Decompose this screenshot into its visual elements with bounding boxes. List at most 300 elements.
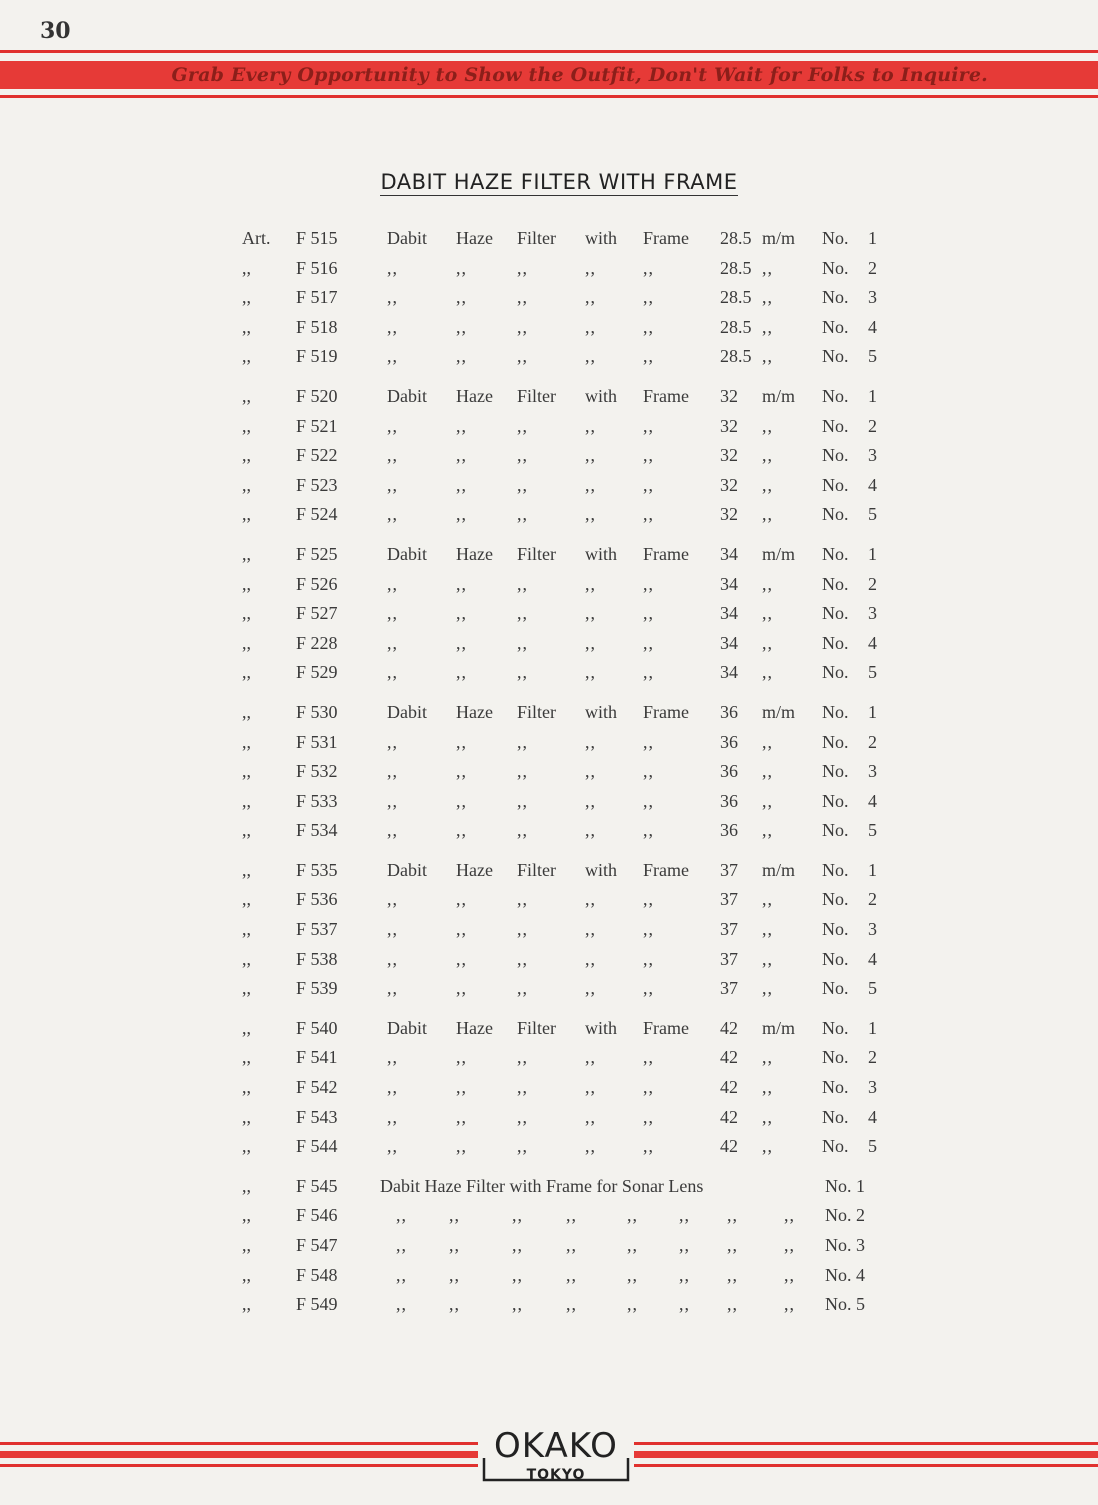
list-row bbox=[0, 919, 1098, 949]
ditto-mark: ,, bbox=[627, 1294, 638, 1315]
ditto-mark: ,, bbox=[585, 948, 596, 969]
ditto-mark: ,, bbox=[517, 761, 528, 782]
filter-number: 4 bbox=[868, 632, 877, 653]
filter-number: 1 bbox=[868, 701, 877, 722]
article-code: F 522 bbox=[296, 445, 338, 466]
list-row bbox=[0, 504, 1098, 534]
art-label: ,, bbox=[242, 859, 251, 880]
ditto-mark: ,, bbox=[517, 978, 528, 999]
article-code: F 521 bbox=[296, 415, 338, 436]
article-code: F 546 bbox=[296, 1205, 338, 1226]
filter-number: No. 4 bbox=[825, 1264, 865, 1285]
ditto-mark: ,, bbox=[727, 1235, 738, 1255]
art-label: ,, bbox=[242, 1106, 251, 1127]
article-code: F 520 bbox=[296, 385, 338, 406]
ditto-mark: ,, bbox=[585, 790, 596, 811]
ditto-mark: ,, bbox=[585, 1106, 596, 1127]
no-label: No. bbox=[822, 731, 849, 752]
ditto-mark: ,, bbox=[585, 474, 596, 495]
ditto-mark: ,, bbox=[727, 1264, 738, 1285]
no-label: No. bbox=[822, 385, 849, 406]
filter-number: 3 bbox=[868, 445, 877, 466]
list-row bbox=[0, 386, 1098, 416]
description-word: Dabit bbox=[387, 1017, 427, 1038]
ditto-mark: ,, bbox=[784, 1294, 795, 1315]
art-label: ,, bbox=[242, 919, 251, 940]
no-label: No. bbox=[822, 632, 849, 653]
description-word: Frame bbox=[643, 1017, 689, 1038]
list-row bbox=[0, 889, 1098, 919]
ditto-mark: ,, bbox=[727, 1294, 738, 1315]
filter-number: 1 bbox=[868, 859, 877, 880]
banner-top-rule bbox=[0, 50, 1098, 53]
no-label: No. bbox=[822, 820, 849, 841]
art-label: ,, bbox=[242, 889, 251, 910]
ditto-mark: ,, bbox=[517, 346, 528, 367]
article-code: F 534 bbox=[296, 820, 338, 841]
filter-number: 1 bbox=[868, 228, 877, 248]
unit-label: ,, bbox=[762, 603, 773, 624]
no-label: No. bbox=[822, 1017, 849, 1038]
art-label: ,, bbox=[242, 761, 251, 782]
art-label: ,, bbox=[242, 978, 251, 999]
filter-number: 5 bbox=[868, 978, 877, 999]
no-label: No. bbox=[822, 228, 849, 248]
ditto-mark: ,, bbox=[387, 257, 398, 278]
list-row bbox=[0, 416, 1098, 446]
unit-label: ,, bbox=[762, 632, 773, 653]
ditto-mark: ,, bbox=[456, 948, 467, 969]
ditto-mark: ,, bbox=[387, 761, 398, 782]
art-label: ,, bbox=[242, 1017, 251, 1038]
art-label: ,, bbox=[242, 632, 251, 653]
unit-label: m/m bbox=[762, 543, 796, 564]
article-code: F 517 bbox=[296, 287, 338, 308]
unit-label: m/m bbox=[762, 859, 796, 880]
ditto-mark: ,, bbox=[517, 662, 528, 683]
article-code: F 527 bbox=[296, 603, 338, 624]
ditto-mark: ,, bbox=[585, 731, 596, 752]
filter-number: 3 bbox=[868, 919, 877, 940]
filter-number: No. 2 bbox=[825, 1205, 865, 1226]
ditto-mark: ,, bbox=[643, 948, 654, 969]
ditto-mark: ,, bbox=[387, 1077, 398, 1098]
size-value: 28.5 bbox=[720, 346, 752, 367]
article-code: F 545 bbox=[296, 1175, 338, 1196]
ditto-mark: ,, bbox=[585, 287, 596, 308]
filter-number: 4 bbox=[868, 790, 877, 811]
art-label: ,, bbox=[242, 474, 251, 495]
list-row bbox=[0, 317, 1098, 347]
ditto-mark: ,, bbox=[517, 415, 528, 436]
list-row bbox=[0, 603, 1098, 633]
ditto-mark: ,, bbox=[679, 1235, 690, 1255]
footer-rule-right-bottom bbox=[632, 1464, 1098, 1467]
filter-number: 2 bbox=[868, 1047, 877, 1068]
description-word: with bbox=[585, 385, 618, 406]
description-word: with bbox=[585, 543, 618, 564]
ditto-mark: ,, bbox=[566, 1205, 577, 1226]
ditto-mark: ,, bbox=[679, 1294, 690, 1315]
footer-rule-left-bottom bbox=[0, 1464, 480, 1467]
ditto-mark: ,, bbox=[512, 1264, 523, 1285]
article-code: F 544 bbox=[296, 1136, 338, 1157]
list-row bbox=[0, 1205, 1098, 1235]
ditto-mark: ,, bbox=[566, 1264, 577, 1285]
ditto-mark: ,, bbox=[627, 1264, 638, 1285]
description-word: with bbox=[585, 228, 618, 248]
ditto-mark: ,, bbox=[456, 731, 467, 752]
ditto-mark: ,, bbox=[585, 445, 596, 466]
unit-label: ,, bbox=[762, 573, 773, 594]
ditto-mark: ,, bbox=[643, 1047, 654, 1068]
ditto-mark: ,, bbox=[585, 889, 596, 910]
ditto-mark: ,, bbox=[387, 445, 398, 466]
list-row bbox=[0, 228, 1098, 258]
size-value: 34 bbox=[720, 632, 738, 653]
list-row bbox=[0, 574, 1098, 604]
ditto-mark: ,, bbox=[643, 978, 654, 999]
art-label: ,, bbox=[242, 731, 251, 752]
article-code: F 529 bbox=[296, 662, 338, 683]
list-row bbox=[0, 1265, 1098, 1295]
ditto-mark: ,, bbox=[517, 316, 528, 337]
unit-label: ,, bbox=[762, 257, 773, 278]
list-row bbox=[0, 1107, 1098, 1137]
article-code: F 228 bbox=[296, 632, 338, 653]
article-code: F 537 bbox=[296, 919, 338, 940]
filter-number: 1 bbox=[868, 543, 877, 564]
ditto-mark: ,, bbox=[517, 1047, 528, 1068]
art-label: ,, bbox=[242, 1077, 251, 1098]
no-label: No. bbox=[822, 316, 849, 337]
article-code: F 547 bbox=[296, 1235, 338, 1255]
unit-label: m/m bbox=[762, 701, 796, 722]
art-label: Art. bbox=[242, 228, 271, 248]
article-code: F 523 bbox=[296, 474, 338, 495]
ditto-mark: ,, bbox=[643, 346, 654, 367]
unit-label: ,, bbox=[762, 287, 773, 308]
size-value: 32 bbox=[720, 474, 738, 495]
article-code: F 519 bbox=[296, 346, 338, 367]
ditto-mark: ,, bbox=[517, 257, 528, 278]
ditto-mark: ,, bbox=[585, 919, 596, 940]
ditto-mark: ,, bbox=[517, 603, 528, 624]
filter-number: 4 bbox=[868, 948, 877, 969]
no-label: No. bbox=[822, 701, 849, 722]
no-label: No. bbox=[822, 474, 849, 495]
art-label: ,, bbox=[242, 662, 251, 683]
ditto-mark: ,, bbox=[387, 889, 398, 910]
unit-label: ,, bbox=[762, 445, 773, 466]
ditto-mark: ,, bbox=[396, 1235, 407, 1255]
ditto-mark: ,, bbox=[387, 474, 398, 495]
unit-label: ,, bbox=[762, 1077, 773, 1098]
unit-label: ,, bbox=[762, 820, 773, 841]
description-word: Filter bbox=[517, 543, 556, 564]
ditto-mark: ,, bbox=[585, 316, 596, 337]
list-row bbox=[0, 445, 1098, 475]
footer-rule-right-top bbox=[632, 1442, 1098, 1445]
unit-label: ,, bbox=[762, 790, 773, 811]
page-title bbox=[0, 170, 1098, 194]
ditto-mark: ,, bbox=[456, 1106, 467, 1127]
ditto-mark: ,, bbox=[643, 573, 654, 594]
no-label: No. bbox=[822, 978, 849, 999]
ditto-mark: ,, bbox=[643, 603, 654, 624]
ditto-mark: ,, bbox=[517, 1077, 528, 1098]
ditto-mark: ,, bbox=[456, 415, 467, 436]
ditto-mark: ,, bbox=[585, 573, 596, 594]
unit-label: ,, bbox=[762, 978, 773, 999]
description-word: Filter bbox=[517, 1017, 556, 1038]
article-code: F 518 bbox=[296, 316, 338, 337]
ditto-mark: ,, bbox=[456, 1047, 467, 1068]
ditto-mark: ,, bbox=[585, 504, 596, 525]
ditto-mark: ,, bbox=[387, 919, 398, 940]
unit-label: ,, bbox=[762, 1106, 773, 1127]
art-label: ,, bbox=[242, 1205, 251, 1226]
ditto-mark: ,, bbox=[387, 948, 398, 969]
ditto-mark: ,, bbox=[456, 445, 467, 466]
ditto-mark: ,, bbox=[517, 573, 528, 594]
okako-logo bbox=[478, 1426, 634, 1490]
ditto-mark: ,, bbox=[643, 662, 654, 683]
filter-number: 2 bbox=[868, 889, 877, 910]
article-code: F 524 bbox=[296, 504, 338, 525]
ditto-mark: ,, bbox=[387, 731, 398, 752]
ditto-mark: ,, bbox=[456, 1077, 467, 1098]
ditto-mark: ,, bbox=[387, 820, 398, 841]
ditto-mark: ,, bbox=[627, 1205, 638, 1226]
ditto-mark: ,, bbox=[784, 1264, 795, 1285]
footer bbox=[0, 1426, 1098, 1490]
size-value: 37 bbox=[720, 948, 738, 969]
ditto-mark: ,, bbox=[456, 820, 467, 841]
ditto-mark: ,, bbox=[387, 504, 398, 525]
no-label: No. bbox=[822, 257, 849, 278]
description-word: with bbox=[585, 701, 618, 722]
ditto-mark: ,, bbox=[449, 1205, 460, 1226]
filter-number: 4 bbox=[868, 316, 877, 337]
filter-number: 3 bbox=[868, 1077, 877, 1098]
description-word: Haze bbox=[456, 1017, 493, 1038]
ditto-mark: ,, bbox=[517, 287, 528, 308]
ditto-mark: ,, bbox=[643, 504, 654, 525]
unit-label: ,, bbox=[762, 474, 773, 495]
ditto-mark: ,, bbox=[449, 1235, 460, 1255]
description-word: Dabit bbox=[387, 543, 427, 564]
ditto-mark: ,, bbox=[585, 603, 596, 624]
footer-band-left bbox=[0, 1451, 480, 1458]
article-code: F 541 bbox=[296, 1047, 338, 1068]
banner-bottom-rule bbox=[0, 95, 1098, 98]
size-value: 34 bbox=[720, 543, 738, 564]
description-word: Dabit bbox=[387, 859, 427, 880]
ditto-mark: ,, bbox=[512, 1235, 523, 1255]
ditto-mark: ,, bbox=[387, 316, 398, 337]
size-value: 36 bbox=[720, 820, 738, 841]
no-label: No. bbox=[822, 573, 849, 594]
ditto-mark: ,, bbox=[643, 790, 654, 811]
filter-number: 4 bbox=[868, 474, 877, 495]
ditto-mark: ,, bbox=[643, 1106, 654, 1127]
ditto-mark: ,, bbox=[456, 603, 467, 624]
size-value: 28.5 bbox=[720, 316, 752, 337]
ditto-mark: ,, bbox=[456, 474, 467, 495]
description-word: Frame bbox=[643, 228, 689, 248]
description-word: Filter bbox=[517, 385, 556, 406]
unit-label: ,, bbox=[762, 1136, 773, 1157]
sonar-description: Dabit Haze Filter with Frame for Sonar Lens bbox=[380, 1175, 704, 1196]
filter-number: 3 bbox=[868, 761, 877, 782]
article-code: F 533 bbox=[296, 790, 338, 811]
filter-number: 3 bbox=[868, 603, 877, 624]
no-label: No. bbox=[822, 1136, 849, 1157]
ditto-mark: ,, bbox=[585, 978, 596, 999]
ditto-mark: ,, bbox=[679, 1205, 690, 1226]
no-label: No. bbox=[822, 859, 849, 880]
ditto-mark: ,, bbox=[643, 445, 654, 466]
article-code: F 532 bbox=[296, 761, 338, 782]
description-word: Frame bbox=[643, 543, 689, 564]
ditto-mark: ,, bbox=[643, 889, 654, 910]
size-value: 36 bbox=[720, 790, 738, 811]
size-value: 36 bbox=[720, 731, 738, 752]
ditto-mark: ,, bbox=[585, 632, 596, 653]
list-row bbox=[0, 1136, 1098, 1166]
art-label: ,, bbox=[242, 445, 251, 466]
unit-label: ,, bbox=[762, 346, 773, 367]
size-value: 36 bbox=[720, 761, 738, 782]
description-word: Dabit bbox=[387, 228, 427, 248]
unit-label: ,, bbox=[762, 316, 773, 337]
ditto-mark: ,, bbox=[387, 287, 398, 308]
filter-number: 1 bbox=[868, 1017, 877, 1038]
ditto-mark: ,, bbox=[679, 1264, 690, 1285]
unit-label: m/m bbox=[762, 1017, 796, 1038]
ditto-mark: ,, bbox=[456, 889, 467, 910]
list-row bbox=[0, 1176, 1098, 1206]
ditto-mark: ,, bbox=[387, 573, 398, 594]
ditto-mark: ,, bbox=[643, 820, 654, 841]
no-label: No. bbox=[822, 761, 849, 782]
article-code: F 516 bbox=[296, 257, 338, 278]
ditto-mark: ,, bbox=[585, 346, 596, 367]
ditto-mark: ,, bbox=[456, 1136, 467, 1157]
size-value: 32 bbox=[720, 415, 738, 436]
description-word: Haze bbox=[456, 701, 493, 722]
list-row bbox=[0, 1077, 1098, 1107]
art-label: ,, bbox=[242, 1264, 251, 1285]
art-label: ,, bbox=[242, 287, 251, 308]
ditto-mark: ,, bbox=[585, 820, 596, 841]
ditto-mark: ,, bbox=[456, 257, 467, 278]
ditto-mark: ,, bbox=[643, 731, 654, 752]
size-value: 34 bbox=[720, 573, 738, 594]
ditto-mark: ,, bbox=[517, 948, 528, 969]
no-label: No. bbox=[822, 504, 849, 525]
ditto-mark: ,, bbox=[517, 1136, 528, 1157]
list-row bbox=[0, 978, 1098, 1008]
ditto-mark: ,, bbox=[387, 978, 398, 999]
no-label: No. bbox=[822, 543, 849, 564]
ditto-mark: ,, bbox=[585, 415, 596, 436]
no-label: No. bbox=[822, 445, 849, 466]
ditto-mark: ,, bbox=[387, 415, 398, 436]
ditto-mark: ,, bbox=[512, 1205, 523, 1226]
ditto-mark: ,, bbox=[727, 1205, 738, 1226]
article-code: F 536 bbox=[296, 889, 338, 910]
art-label: ,, bbox=[242, 415, 251, 436]
ditto-mark: ,, bbox=[396, 1264, 407, 1285]
size-value: 42 bbox=[720, 1077, 738, 1098]
filter-number: 5 bbox=[868, 1136, 877, 1157]
footer-rule-left-top bbox=[0, 1442, 480, 1445]
art-label: ,, bbox=[242, 316, 251, 337]
size-value: 42 bbox=[720, 1047, 738, 1068]
ditto-mark: ,, bbox=[566, 1235, 577, 1255]
ditto-mark: ,, bbox=[517, 820, 528, 841]
art-label: ,, bbox=[242, 543, 251, 564]
list-row bbox=[0, 732, 1098, 762]
art-label: ,, bbox=[242, 701, 251, 722]
logo-brand: OKAKO bbox=[494, 1426, 618, 1466]
size-value: 37 bbox=[720, 978, 738, 999]
size-value: 42 bbox=[720, 1017, 738, 1038]
unit-label: m/m bbox=[762, 228, 796, 248]
list-row bbox=[0, 1235, 1098, 1265]
unit-label: m/m bbox=[762, 385, 796, 406]
ditto-mark: ,, bbox=[387, 346, 398, 367]
unit-label: ,, bbox=[762, 919, 773, 940]
description-word: Haze bbox=[456, 859, 493, 880]
ditto-mark: ,, bbox=[456, 919, 467, 940]
ditto-mark: ,, bbox=[449, 1264, 460, 1285]
art-label: ,, bbox=[242, 385, 251, 406]
art-label: ,, bbox=[242, 790, 251, 811]
size-value: 42 bbox=[720, 1106, 738, 1127]
article-code: F 526 bbox=[296, 573, 338, 594]
filter-number: 4 bbox=[868, 1106, 877, 1127]
size-value: 28.5 bbox=[720, 287, 752, 308]
filter-number: No. 5 bbox=[825, 1294, 865, 1315]
ditto-mark: ,, bbox=[449, 1294, 460, 1315]
list-row bbox=[0, 662, 1098, 692]
ditto-mark: ,, bbox=[517, 1106, 528, 1127]
ditto-mark: ,, bbox=[387, 1047, 398, 1068]
article-code: F 549 bbox=[296, 1294, 338, 1315]
size-value: 32 bbox=[720, 504, 738, 525]
list-row bbox=[0, 633, 1098, 663]
unit-label: ,, bbox=[762, 1047, 773, 1068]
size-value: 42 bbox=[720, 1136, 738, 1157]
article-code: F 540 bbox=[296, 1017, 338, 1038]
ditto-mark: ,, bbox=[387, 632, 398, 653]
filter-number: 5 bbox=[868, 662, 877, 683]
footer-band-right bbox=[632, 1451, 1098, 1458]
list-row bbox=[0, 287, 1098, 317]
art-label: ,, bbox=[242, 1175, 251, 1196]
ditto-mark: ,, bbox=[517, 445, 528, 466]
logo-city: TOKYO bbox=[526, 1467, 586, 1483]
no-label: No. bbox=[822, 415, 849, 436]
ditto-mark: ,, bbox=[456, 978, 467, 999]
unit-label: ,, bbox=[762, 889, 773, 910]
description-word: Filter bbox=[517, 701, 556, 722]
ditto-mark: ,, bbox=[387, 662, 398, 683]
ditto-mark: ,, bbox=[387, 603, 398, 624]
